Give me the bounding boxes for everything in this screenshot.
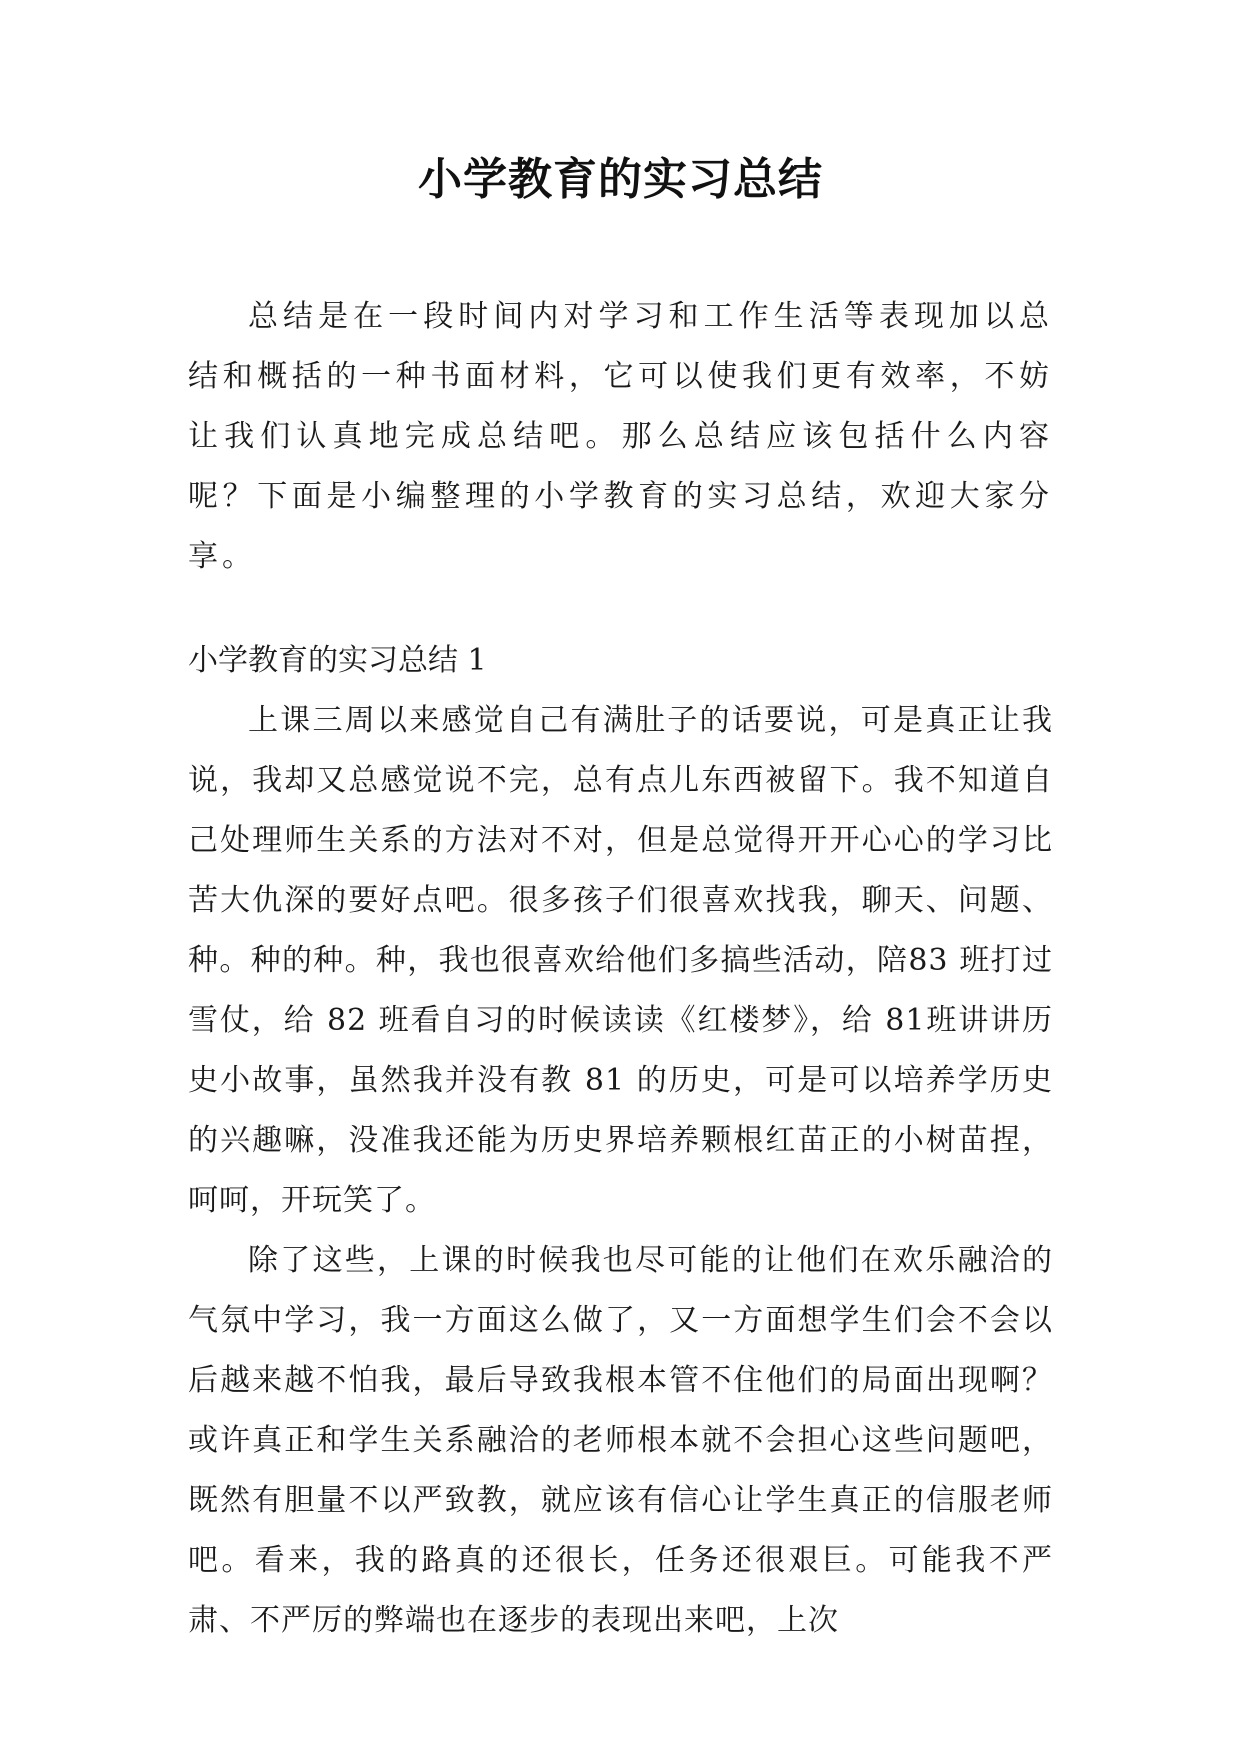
body-paragraph-2: 除了这些，上课的时候我也尽可能的让他们在欢乐融洽的气氛中学习，我一方面这么做了，又一方面想学生们会不会以后越来越不怕我，最后导致我根本管不住他们的局面出现啊？或许真正和学生关系融洽的老师根本就不会担心这些问题吧，既然有胆量不以严致教，就应该有信心让学生真正的信服老师吧。看来，我的路真的还很长，任务还很艰巨。可能我不严肃、不严厉的弊端也在逐步的表现出来吧，上次 (188, 1243, 1053, 1638)
intro-paragraph: 总结是在一段时间内对学习和工作生活等表现加以总结和概括的一种书面材料，它可以使我们更有效率，不妨让我们认真地完成总结吧。那么总结应该包括什么内容呢？下面是小编整理的小学教育的实习总结，欢迎大家分享。 (188, 299, 1053, 574)
document-title: 小学教育的实习总结 (418, 154, 823, 205)
section-heading: 小学教育的实习总结 1 (188, 643, 487, 678)
body-paragraph-1: 上课三周以来感觉自己有满肚子的话要说，可是真正让我说，我却又总感觉说不完，总有点儿东西被留下。我不知道自己处理师生关系的方法对不对，但是总觉得开开心心的学习比苦大仇深的要好点吧。很多孩子们很喜欢找我，聊天、问题、种。种的种。种，我也很喜欢给他们多搞些活动，陪83 班打过雪仗，给 82 班看自习的时候读读《红楼梦》，给 81班讲讲历史小故事，虽然我并没有教 81 的历史，可是可以培养学历史的兴趣嘛，没准我还能为历史界培养颗根红苗正的小树苗捏，呵呵，开玩笑了。 (188, 703, 1053, 1218)
document-body (188, 287, 1053, 1651)
